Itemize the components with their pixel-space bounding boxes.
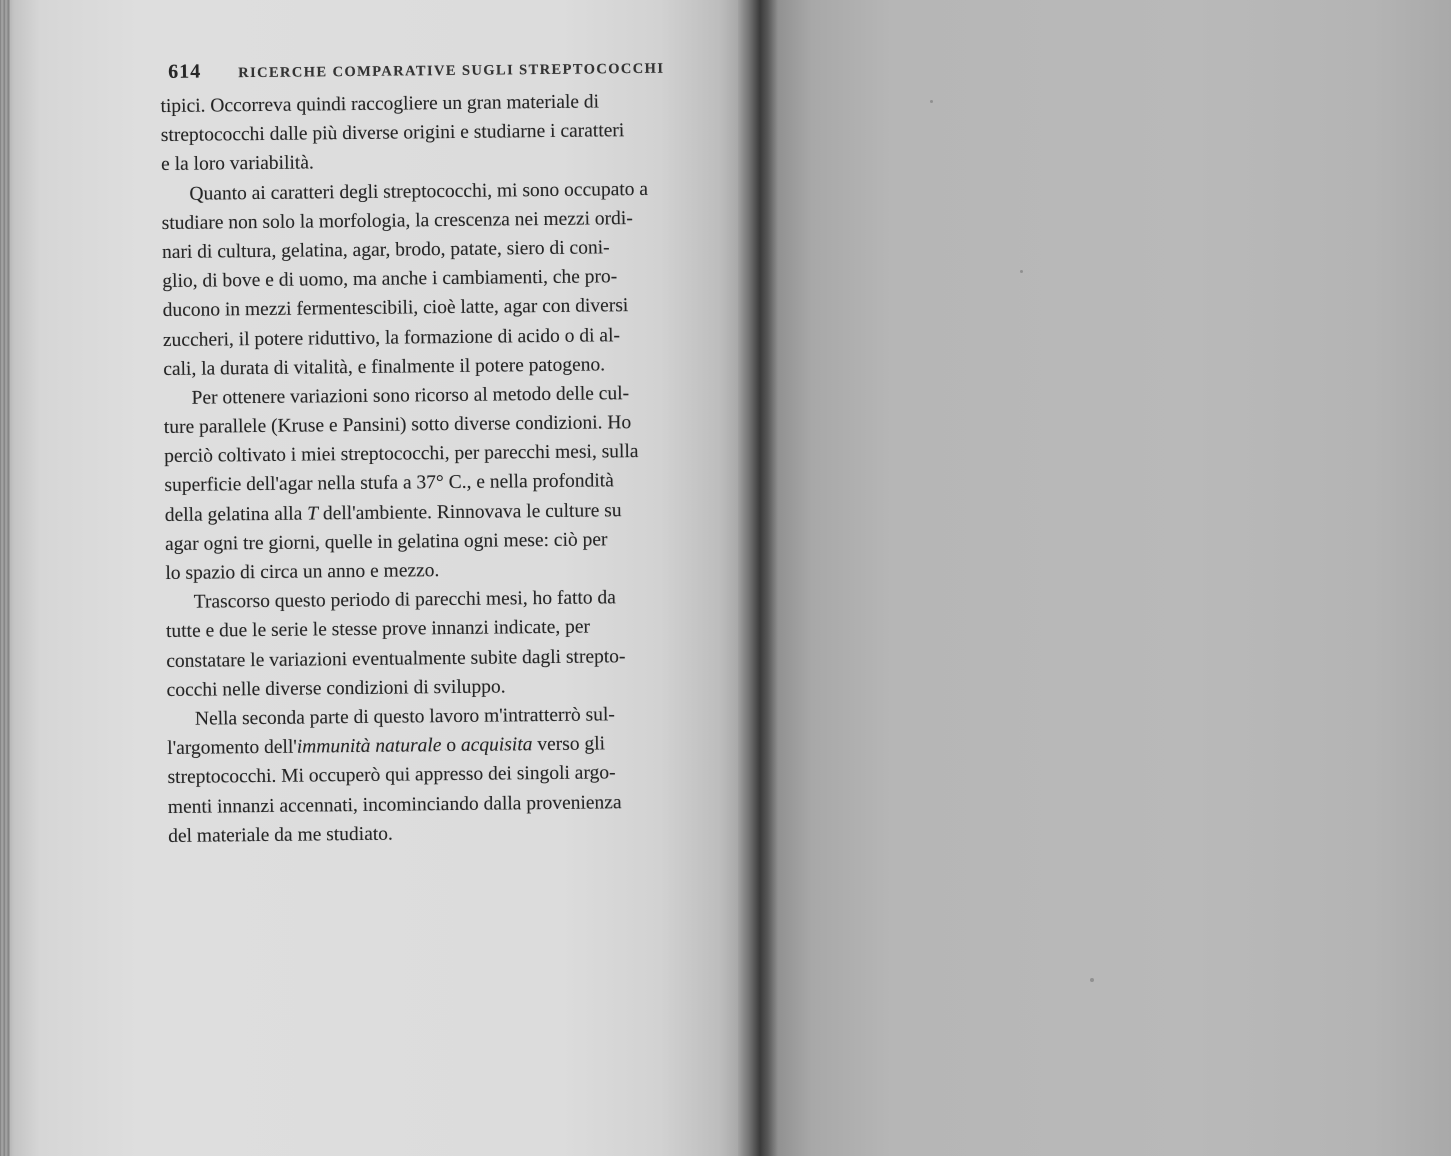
- text-line: Quanto ai caratteri degli streptococchi, mi sono occupato a: [189, 178, 649, 205]
- text-segment: o: [446, 735, 457, 757]
- text-segment: della gelatina alla: [164, 503, 303, 526]
- italic-term: immunità naturale: [296, 735, 442, 758]
- paper-speck: [930, 100, 933, 103]
- text-line: perciò coltivato i miei streptococchi, per parecchi mesi, sulla: [164, 441, 639, 468]
- text-line: glio, di bove e di uomo, ma anche i cambiamenti, che pro-: [162, 266, 618, 293]
- text-line: zuccheri, il potere riduttivo, la formazione di acido o di al-: [162, 324, 621, 351]
- text-line: nari di cultura, gelatina, agar, brodo, patate, siero di coni-: [161, 237, 610, 263]
- text-line: cali, la durata di vitalità, e finalmente il potere patogeno.: [163, 354, 606, 380]
- text-line: Per ottenere variazioni sono ricorso al metodo delle cul-: [191, 382, 630, 409]
- text-line: streptococchi dalle più diverse origini e studiarne i caratteri: [160, 120, 625, 147]
- text-line: del materiale da me studiato.: [168, 823, 393, 847]
- italic-term: acquisita: [460, 734, 533, 757]
- page-text-block: [160, 52, 728, 851]
- text-line: Nella seconda parte di questo lavoro m'intratterrò sul-: [194, 704, 615, 730]
- paper-speck: [1020, 270, 1023, 273]
- text-line: constatare le variazioni eventualmente subite dagli strepto-: [166, 645, 626, 672]
- text-line: superficie dell'agar nella stufa a 37° C., e nella profondità: [164, 470, 614, 497]
- page-number: 614: [168, 60, 202, 83]
- text-segment: verso gli: [537, 733, 606, 756]
- running-head: [168, 52, 720, 88]
- text-line: tutte e due le serie le stesse prove innanzi indicate, per: [165, 616, 591, 643]
- text-line: e la loro variabilità.: [161, 152, 314, 176]
- paper-speck: [1090, 978, 1094, 982]
- italic-symbol: T: [307, 502, 319, 525]
- text-line: cocchi nelle diverse condizioni di sviluppo.: [166, 676, 506, 701]
- text-line: streptococchi. Mi occuperò qui appresso dei singoli argo-: [167, 762, 616, 789]
- page-edges: [0, 0, 10, 1156]
- right-page-blank: [772, 0, 1451, 1156]
- text-line: tipici. Occorreva quindi raccogliere un gran materiale di: [160, 91, 600, 117]
- text-line: ducono in mezzi fermentescibili, cioè latte, agar con diversi: [162, 295, 629, 322]
- text-line: ture parallele (Kruse e Pansini) sotto diverse condizioni. Ho: [163, 412, 632, 439]
- text-line: lo spazio di circa un anno e mezzo.: [165, 560, 440, 584]
- text-segment: dell'ambiente. Rinnovava le culture su: [322, 499, 622, 524]
- text-line: studiare non solo la morfologia, la crescenza nei mezzi ordi-: [161, 207, 633, 234]
- text-line: menti innanzi accennati, incominciando dalla provenienza: [167, 791, 622, 818]
- text-line: Trascorso questo periodo di parecchi mesi, ho fatto da: [193, 587, 617, 613]
- text-segment: l'argomento dell': [167, 736, 297, 760]
- book-gutter: [738, 0, 778, 1156]
- running-title: RICERCHE COMPARATIVE SUGLI STREPTOCOCCHI: [238, 60, 665, 82]
- text-line: agar ogni tre giorni, quelle in gelatina ogni mese: ciò per: [164, 529, 608, 555]
